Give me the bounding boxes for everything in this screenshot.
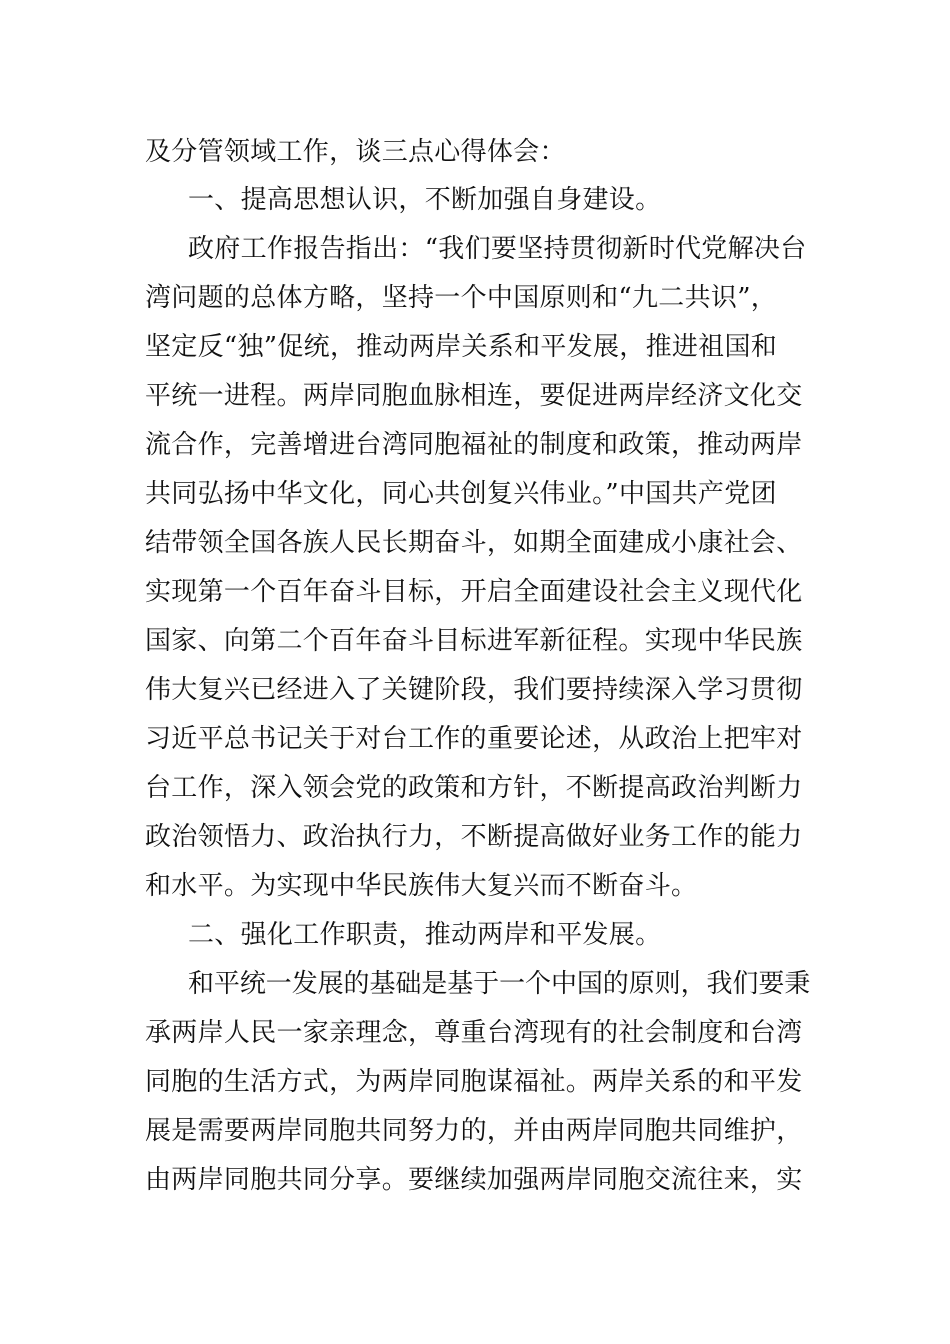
text-line-15: 政治领悟力、政治执行力，不断提高做好业务工作的能力 [145,822,803,852]
text-line-13: 习近平总书记关于对台工作的重要论述，从政治上把牢对 [145,724,803,754]
text-line-8: 共同弘扬中华文化，同心共创复兴伟业。”中国共产党团 [145,479,777,509]
text-line-10: 实现第一个百年奋斗目标，开启全面建设社会主义现代化 [145,577,803,607]
paragraph-start-line: 政府工作报告指出：“我们要坚持贯彻新时代党解决台 [188,234,807,264]
text-line-7: 流合作，完善增进台湾同胞福祉的制度和政策，推动两岸 [145,430,803,460]
section-heading-1: 一、提高思想认识，不断加强自身建设。 [188,185,662,215]
text-line-14: 台工作，深入领会党的政策和方针，不断提高政治判断力 [145,773,803,803]
text-line-5: 坚定反“独”促统，推动两岸关系和平发展，推进祖国和 [145,332,778,362]
text-line-11: 国家、向第二个百年奋斗目标进军新征程。实现中华民族 [145,626,803,656]
paragraph-start-line: 和平统一发展的基础是基于一个中国的原则，我们要秉 [188,969,811,999]
text-line-6: 平统一进程。两岸同胞血脉相连，要促进两岸经济文化交 [145,381,803,411]
text-line-22: 由两岸同胞共同分享。要继续加强两岸同胞交流往来，实 [145,1165,803,1195]
text-line-1: 及分管领域工作，谈三点心得体会： [145,137,566,167]
text-line-21: 展是需要两岸同胞共同努力的，并由两岸同胞共同维护， [145,1116,803,1146]
section-heading-2: 二、强化工作职责，推动两岸和平发展。 [188,920,662,950]
text-line-16: 和水平。为实现中华民族伟大复兴而不断奋斗。 [145,871,698,901]
text-line-4: 湾问题的总体方略，坚持一个中国原则和“九二共识”， [145,283,778,313]
text-line-9: 结带领全国各族人民长期奋斗，如期全面建成小康社会、 [145,528,803,558]
text-line-12: 伟大复兴已经进入了关键阶段，我们要持续深入学习贯彻 [145,675,803,705]
text-line-19: 承两岸人民一家亲理念，尊重台湾现有的社会制度和台湾 [145,1018,803,1048]
text-line-20: 同胞的生活方式，为两岸同胞谋福祉。两岸关系的和平发 [145,1067,803,1097]
